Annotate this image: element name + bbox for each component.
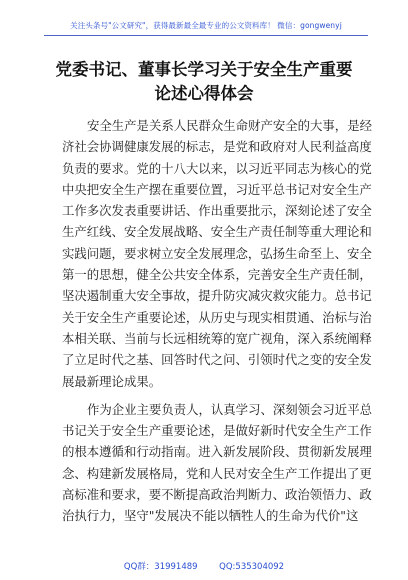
paragraph-2-line: 的根本遵循和行动指南。进入新发展阶段、贯彻新发展理 [62,444,372,460]
header-banner [44,16,368,36]
paragraph-2-line: 念、构建新发展格局，党和人民对安全生产工作提出了更 [62,465,372,481]
paragraph-1-line: 济社会协调健康发展的标志，是党和政府对人民利益高度 [62,139,372,155]
paragraph-1-line: 坚决遏制重大安全事故，提升防灾减灾救灾能力。总书记 [62,288,372,304]
paragraph-2-line: 作为企业主要负责人，认真学习、深刻领会习近平总 [87,401,372,417]
document-title-line-2: 论述心得体会 [154,84,254,103]
document-title-line-1: 党委书记、董事长学习关于安全生产重要 [55,60,353,79]
document-title [40,58,368,106]
paragraph-1-line: 工作多次发表重要讲话、作出重要批示，深刻论述了安全 [62,203,372,219]
paragraph-1-line: 本相关联、当前与长远相统筹的宽广视角，深入系统阐释 [62,330,372,346]
paragraph-1-line: 展最新理论成果。 [62,373,162,389]
paragraph-gap [62,392,354,399]
paragraph-1-line: 实践问题，要求树立安全发展理念，弘扬生命至上、安全 [62,245,372,261]
document-body [62,115,372,527]
paragraph-1-line: 第一的思想，健全公共安全体系，完善安全生产责任制， [62,267,372,283]
header-banner-text: 关注头条号"公文研究"，获得最新最全最专业的公文资料库！ 微信：gongwenyj [70,21,342,30]
paragraph-2-line: 治执行力，坚守"发展决不能以牺牲人的生命为代价"这 [62,508,359,524]
paragraph-1-line: 负责的要求。党的十八大以来，以习近平同志为核心的党 [62,160,372,176]
paragraph-1-line: 了立足时代之基、回答时代之问、引领时代之变的安全发 [62,352,372,368]
paragraph-1-line: 生产红线、安全发展战略、安全生产责任制等重大理论和 [62,224,372,240]
paragraph-2-line: 高标准和要求，要不断提高政治判断力、政治领悟力、政 [62,487,372,503]
paragraph-2-line: 书记关于安全生产重要论述，是做好新时代安全生产工作 [62,423,372,439]
paragraph-1-line: 安全生产是关系人民群众生命财产安全的大事，是经 [87,118,372,133]
paragraph-1-line: 关于安全生产重要论述，从历史与现实相贯通、治标与治 [62,309,372,325]
paragraph-1-line: 中央把安全生产摆在重要位置，习近平总书记对安全生产 [62,181,372,197]
footer-contact: QQ群：31991489 QQ:535304092 [123,562,285,572]
